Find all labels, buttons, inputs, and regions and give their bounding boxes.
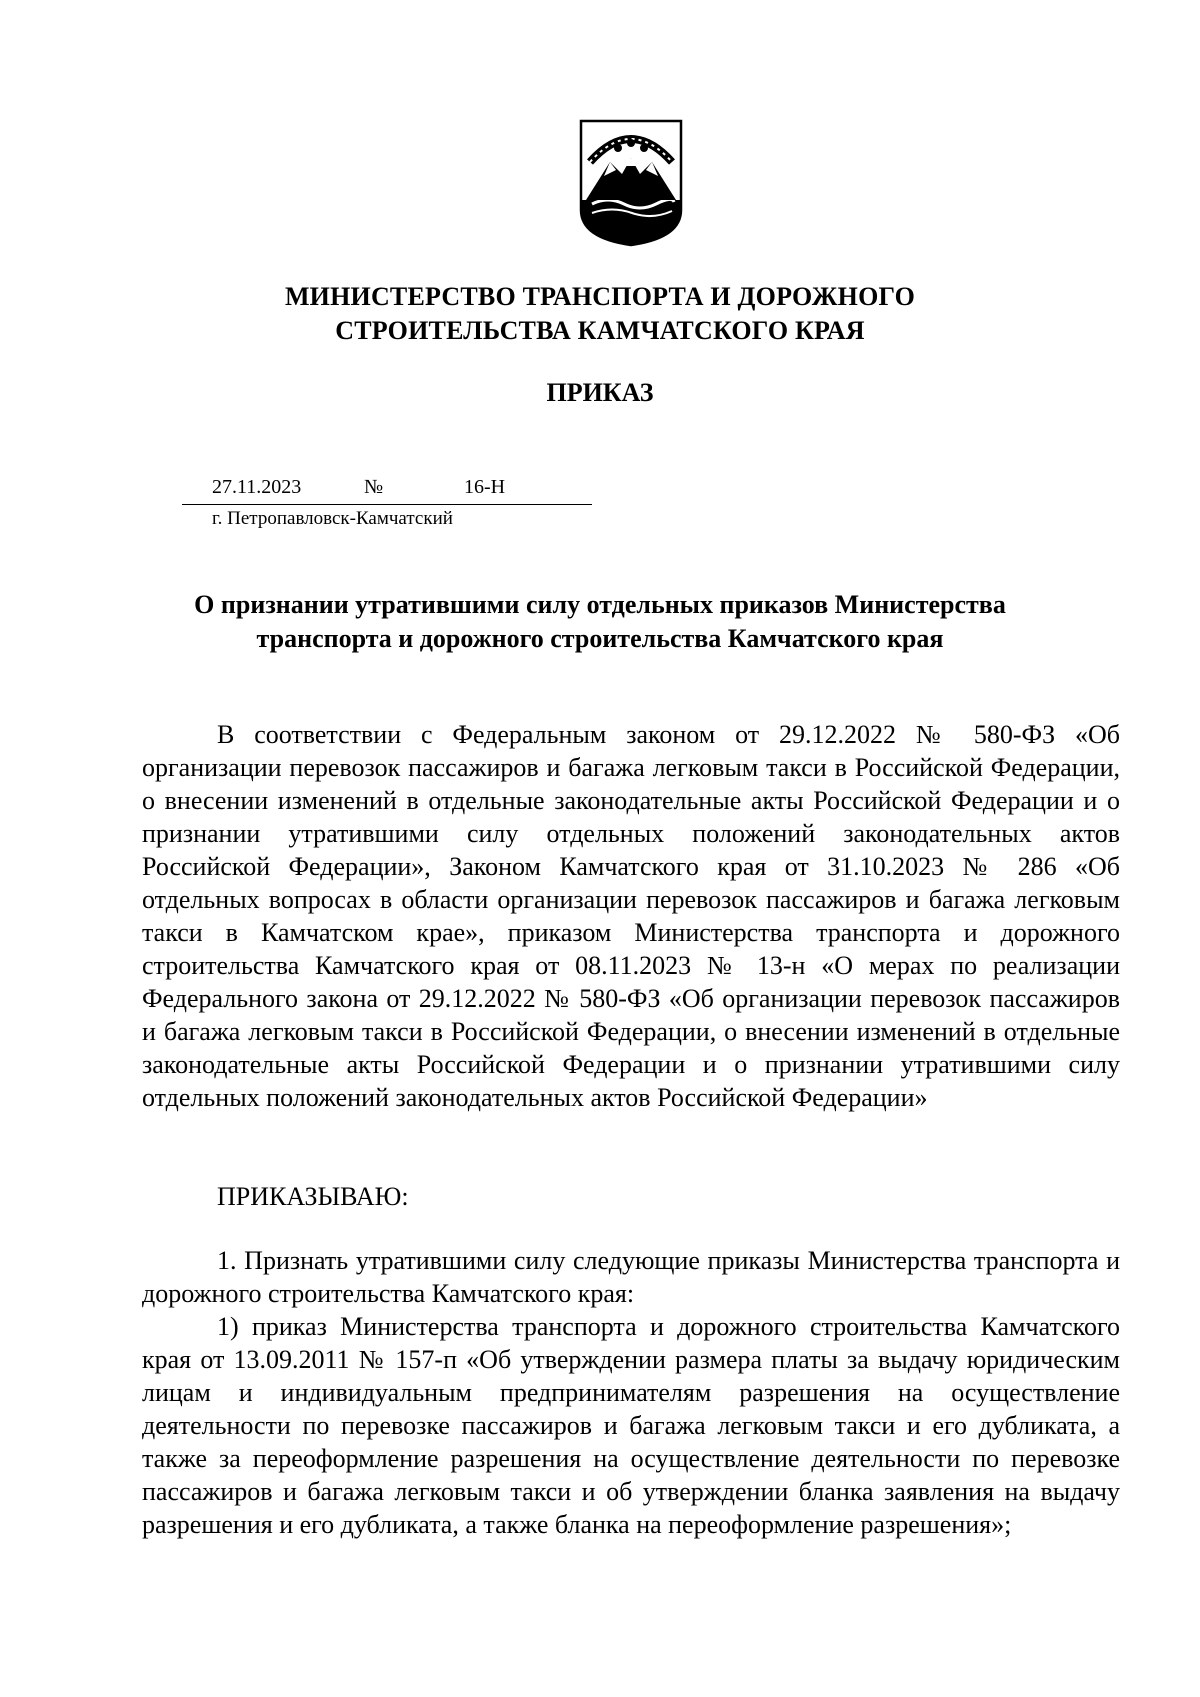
- document-date: 27.11.2023: [212, 476, 302, 498]
- subject-line-1: О признании утратившими силу отдельных приказов Министерства: [194, 590, 1006, 619]
- document-type: ПРИКАЗ: [546, 378, 654, 407]
- subject-line-2: транспорта и дорожного строительства Камчатского края: [256, 624, 944, 653]
- item-1-paragraph: 1. Признать утратившими силу следующие приказы Министерства транспорта и дорожного строительства Камчатского края:: [142, 1246, 1120, 1308]
- document-city: г. Петропавловск-Камчатский: [212, 508, 453, 529]
- item-1-1-paragraph: 1) приказ Министерства транспорта и дорожного строительства Камчатского края от 13.09.2011 № 157-п «Об утверждении размера платы за выдачу юридическим лицам и индивидуальным предпринимателям разрешения на осуществление деятельности по перевозке пассажиров и багажа легковым такси и его дубликата, а также за переоформление разрешения на осуществление деятельности по перевозке пассажиров и багажа легковым такси и об утверждении бланка заявления на выдачу разрешения и его дубликата, а также бланка на переоформление разрешения»;: [142, 1312, 1120, 1539]
- document-meta-line: [182, 474, 592, 505]
- ministry-title-line-2: СТРОИТЕЛЬСТВА КАМЧАТСКОГО КРАЯ: [335, 316, 865, 345]
- number-sign: №: [364, 476, 384, 498]
- preamble-paragraph: В соответствии с Федеральным законом от 29.12.2022 № 580-ФЗ «Об организации перевозок пассажиров и багажа легковым такси в Российской Федерации, о внесении изменений в отдельные законодательные акты Российской Федерации и о признании утратившими силу отдельных положений законодательных актов Российской Федерации», Законом Камчатского края от 31.10.2023 № 286 «Об отдельных вопросах в области организации перевозок пассажиров и багажа легковым такси в Камчатском крае», приказом Министерства транспорта и дорожного строительства Камчатского края от 08.11.2023 № 13-н «О мерах по реализации Федерального закона от 29.12.2022 № 580-ФЗ «Об организации перевозок пассажиров и багажа легковым такси в Российской Федерации, о внесении изменений в отдельные законодательные акты Российской Федерации и о признании утратившими силу отдельных положений законодательных актов Российской Федерации»: [142, 720, 1120, 1112]
- kamchatka-krai-coat-of-arms-icon: [578, 118, 684, 248]
- ministry-title-line-1: МИНИСТЕРСТВО ТРАНСПОРТА И ДОРОЖНОГО: [284, 282, 916, 311]
- document-subject: [160, 588, 1040, 656]
- ministry-title: [0, 280, 1200, 348]
- document-number: 16-Н: [464, 476, 506, 498]
- order-word: ПРИКАЗЫВАЮ:: [217, 1182, 409, 1211]
